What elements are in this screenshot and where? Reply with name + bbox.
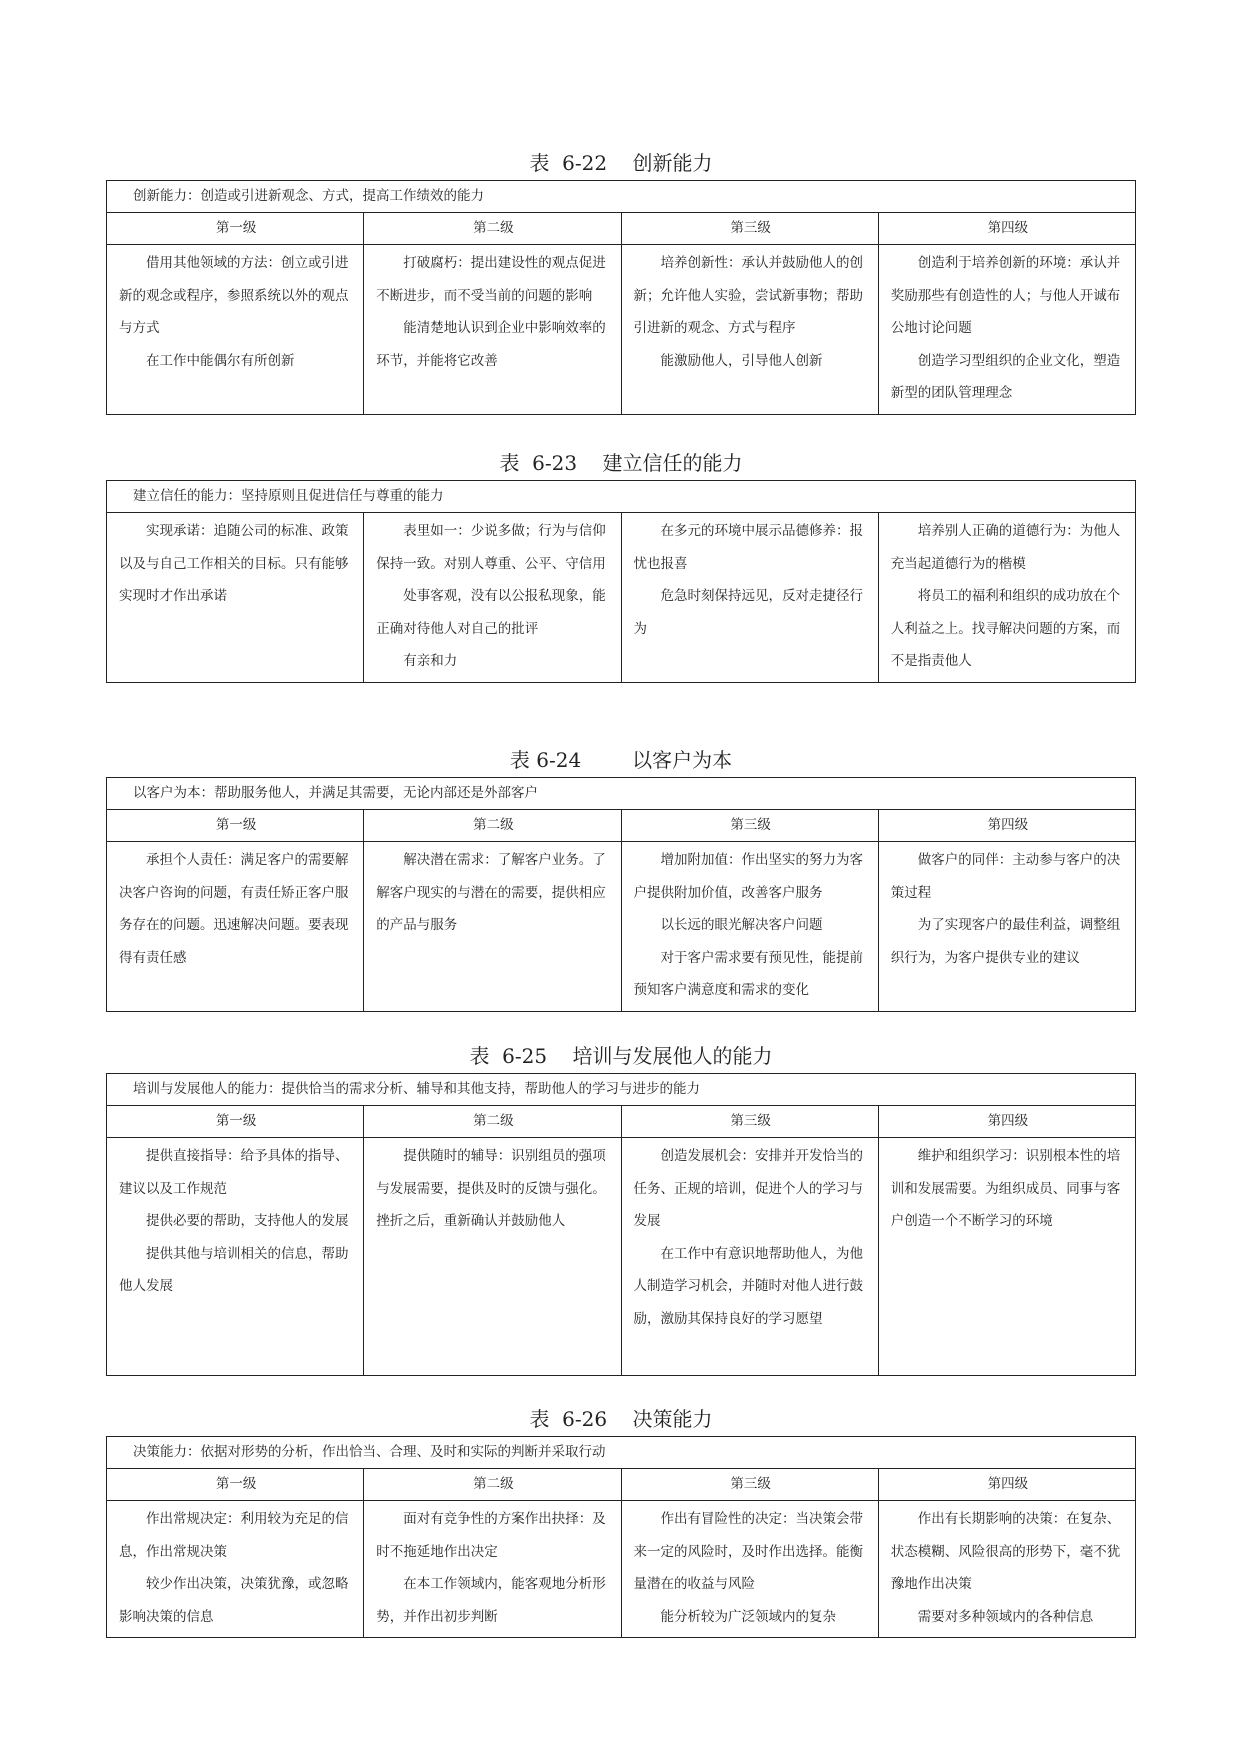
level-2-cell xyxy=(364,842,621,1012)
paragraph: 承担个人责任：满足客户的需要解决客户咨询的问题，有责任矫正客户服务存在的问题。迅速解决问题。要表现得有责任感 xyxy=(119,852,349,966)
level-2-cell xyxy=(364,1138,621,1376)
level-1-cell xyxy=(107,245,364,415)
table-section-6-23 xyxy=(106,446,1136,683)
paragraph: 培养创新性：承认并鼓励他人的创新；允许他人实验，尝试新事物；帮助引进新的观念、方式与程序 xyxy=(633,255,863,336)
table-caption: 表 6-25 培训与发展他人的能力 xyxy=(469,1044,773,1068)
level-1-cell xyxy=(107,513,364,683)
paragraph: 能分析较为广泛领域内的复杂 xyxy=(660,1608,836,1625)
level-header-2: 第二级 xyxy=(364,1106,621,1138)
paragraph: 创造学习型组织的企业文化，塑造新型的团队管理理念 xyxy=(890,352,1121,401)
level-header-3: 第三级 xyxy=(621,213,878,245)
paragraph: 在工作中有意识地帮助他人，为他人制造学习机会，并随时对他人进行鼓励，激励其保持良好的学习愿望 xyxy=(633,1245,863,1327)
definition-cell: 决策能力：依据对形势的分析，作出恰当、合理、及时和实际的判断并采取行动 xyxy=(107,1437,1136,1469)
level-1-cell xyxy=(107,842,364,1012)
definition-cell: 建立信任的能力：坚持原则且促进信任与尊重的能力 xyxy=(107,481,1136,513)
paragraph: 需要对多种领域内的各种信息 xyxy=(917,1608,1094,1625)
level-header-3: 第三级 xyxy=(621,1469,878,1501)
definition-cell: 以客户为本：帮助服务他人，并满足其需要，无论内部还是外部客户 xyxy=(107,778,1136,810)
paragraph: 提供直接指导：给予具体的指导、建议以及工作规范 xyxy=(119,1148,349,1197)
definition-cell: 创新能力：创造或引进新观念、方式，提高工作绩效的能力 xyxy=(107,181,1136,213)
level-3-cell xyxy=(621,245,878,415)
paragraph: 能激励他人，引导他人创新 xyxy=(660,352,823,369)
level-header-1: 第一级 xyxy=(107,810,364,842)
level-4-cell xyxy=(878,245,1135,415)
level-header-2: 第二级 xyxy=(364,213,621,245)
level-header-4: 第四级 xyxy=(878,1469,1135,1501)
paragraph: 解决潜在需求：了解客户业务。了解客户现实的与潜在的需要，提供相应的产品与服务 xyxy=(376,852,606,933)
paragraph: 将员工的福利和组织的成功放在个人利益之上。找寻解决问题的方案，而不是指责他人 xyxy=(890,588,1121,669)
paragraph: 以长远的眼光解决客户问题 xyxy=(660,917,823,933)
paragraph: 增加附加值：作出坚实的努力为客户提供附加价值，改善客户服务 xyxy=(633,852,863,901)
level-header-2: 第二级 xyxy=(364,1469,621,1501)
paragraph: 实现承诺：追随公司的标准、政策以及与自己工作相关的目标。只有能够实现时才作出承诺 xyxy=(119,523,349,604)
paragraph: 处事客观，没有以公报私现象，能正确对待他人对自己的批评 xyxy=(376,588,606,637)
paragraph: 创造发展机会：安排并开发恰当的任务、正规的培训，促进个人的学习与发展 xyxy=(633,1148,863,1229)
paragraph: 培养别人正确的道德行为：为他人充当起道德行为的楷模 xyxy=(890,523,1121,572)
level-header-1: 第一级 xyxy=(107,1106,364,1138)
paragraph: 较少作出决策，决策犹豫，或忽略影响决策的信息 xyxy=(119,1576,349,1625)
competency-table xyxy=(106,777,1136,1012)
level-3-cell xyxy=(621,1138,878,1376)
table-section-6-26 xyxy=(106,1402,1136,1638)
paragraph: 表里如一：少说多做；行为与信仰保持一致。对别人尊重、公平、守信用 xyxy=(376,523,606,572)
paragraph: 能清楚地认识到企业中影响效率的环节，并能将它改善 xyxy=(376,320,606,369)
paragraph: 提供必要的帮助，支持他人的发展 xyxy=(146,1213,349,1229)
competency-table xyxy=(106,1436,1136,1638)
level-3-cell xyxy=(621,1501,878,1638)
table-section-6-22 xyxy=(106,146,1136,415)
paragraph: 维护和组织学习：识别根本性的培训和发展需要。为组织成员、同事与客户创造一个不断学习的环境 xyxy=(890,1148,1121,1229)
level-header-3: 第三级 xyxy=(621,810,878,842)
level-header-4: 第四级 xyxy=(878,810,1135,842)
paragraph: 借用其他领域的方法：创立或引进新的观念或程序，参照系统以外的观点与方式 xyxy=(119,255,349,336)
paragraph: 面对有竞争性的方案作出抉择：及时不拖延地作出决定 xyxy=(376,1511,606,1560)
level-header-3: 第三级 xyxy=(621,1106,878,1138)
level-header-4: 第四级 xyxy=(878,213,1135,245)
paragraph: 提供其他与培训相关的信息，帮助他人发展 xyxy=(119,1245,349,1294)
table-section-6-25 xyxy=(106,1039,1136,1376)
level-2-cell xyxy=(364,245,621,415)
table-caption: 表 6-24 以客户为本 xyxy=(509,748,733,772)
level-header-4: 第四级 xyxy=(878,1106,1135,1138)
level-1-cell xyxy=(107,1501,364,1638)
table-caption: 表 6-22 创新能力 xyxy=(529,151,713,175)
competency-table xyxy=(106,480,1136,683)
level-4-cell xyxy=(878,513,1135,683)
level-3-cell xyxy=(621,842,878,1012)
paragraph: 打破腐朽：提出建设性的观点促进不断进步，而不受当前的问题的影响 xyxy=(376,255,606,304)
level-1-cell xyxy=(107,1138,364,1376)
table-caption: 表 6-23 建立信任的能力 xyxy=(499,451,743,475)
paragraph: 在多元的环境中展示品德修养：报忧也报喜 xyxy=(633,523,863,572)
level-header-2: 第二级 xyxy=(364,810,621,842)
level-header-1: 第一级 xyxy=(107,1469,364,1501)
competency-table xyxy=(106,1073,1136,1376)
level-4-cell xyxy=(878,1501,1135,1638)
level-4-cell xyxy=(878,842,1135,1012)
level-2-cell xyxy=(364,513,621,683)
paragraph: 在工作中能偶尔有所创新 xyxy=(146,352,295,369)
table-section-6-24 xyxy=(106,743,1136,1012)
paragraph: 在本工作领域内，能客观地分析形势，并作出初步判断 xyxy=(376,1576,606,1625)
paragraph: 为了实现客户的最佳利益，调整组织行为，为客户提供专业的建议 xyxy=(890,917,1121,966)
paragraph: 作出常规决定：利用较为充足的信息，作出常规决策 xyxy=(119,1511,349,1560)
paragraph: 对于客户需求要有预见性，能提前预知客户满意度和需求的变化 xyxy=(633,949,863,998)
paragraph: 创造利于培养创新的环境：承认并奖励那些有创造性的人；与他人开诚布公地讨论问题 xyxy=(890,255,1121,336)
definition-cell: 培训与发展他人的能力：提供恰当的需求分析、辅导和其他支持，帮助他人的学习与进步的能力 xyxy=(107,1074,1136,1106)
paragraph: 作出有长期影响的决策：在复杂、状态模糊、风险很高的形势下，毫不犹豫地作出决策 xyxy=(890,1511,1121,1592)
level-4-cell xyxy=(878,1138,1135,1376)
paragraph: 提供随时的辅导：识别组员的强项与发展需要，提供及时的反馈与强化。挫折之后，重新确认并鼓励他人 xyxy=(376,1148,606,1229)
level-3-cell xyxy=(621,513,878,683)
level-2-cell xyxy=(364,1501,621,1638)
table-caption: 表 6-26 决策能力 xyxy=(529,1407,713,1431)
level-header-1: 第一级 xyxy=(107,213,364,245)
paragraph: 作出有冒险性的决定：当决策会带来一定的风险时，及时作出选择。能衡量潜在的收益与风险 xyxy=(633,1511,863,1592)
paragraph: 危急时刻保持远见，反对走捷径行为 xyxy=(633,588,863,637)
paragraph: 做客户的同伴：主动参与客户的决策过程 xyxy=(890,852,1121,901)
paragraph: 有亲和力 xyxy=(403,653,458,669)
competency-table xyxy=(106,180,1136,415)
